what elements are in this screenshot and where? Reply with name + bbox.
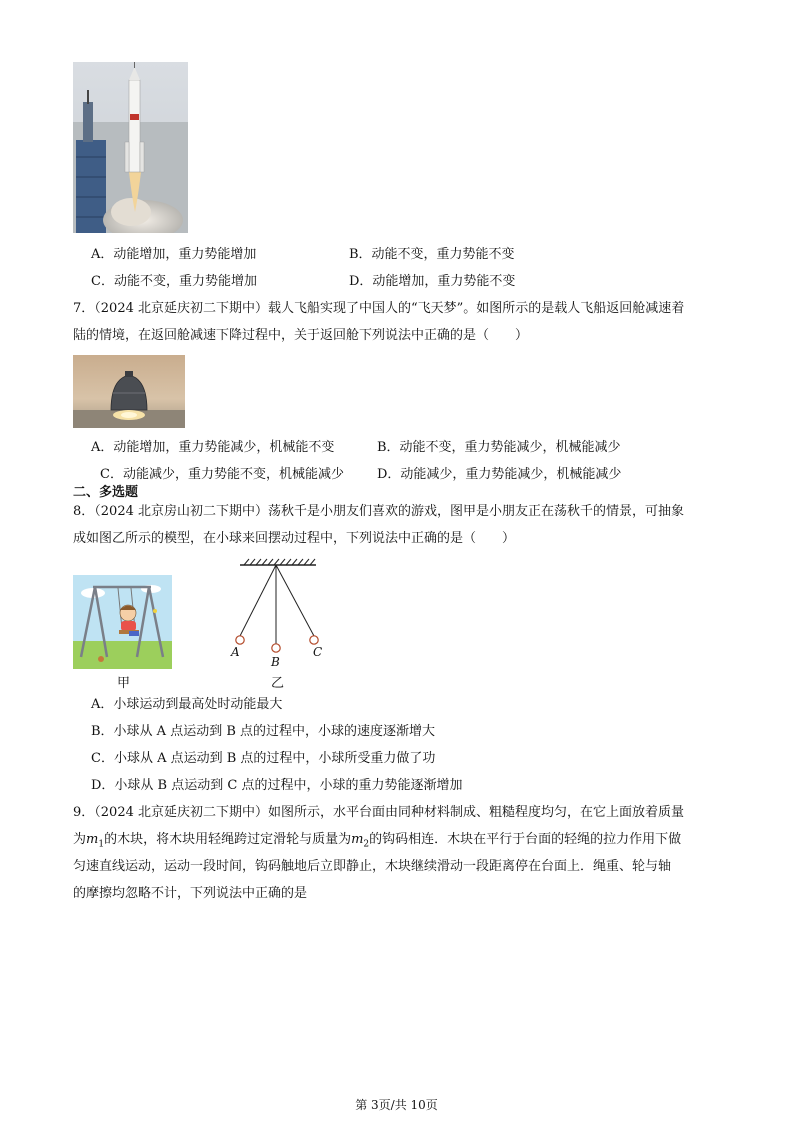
q6-option-c: C．动能不变，重力势能增加 [91,274,257,289]
pendulum-label-b: B [271,655,280,669]
q7-option-b: B．动能不变，重力势能减少，机械能减少 [377,440,621,455]
q7-option-c: C．动能减少，重力势能不变，机械能减少 [100,467,344,482]
q8-option-b: B．小球从 A 点运动到 B 点的过程中，小球的速度逐渐增大 [91,724,436,739]
q9-line2-part3: 的钩码相连．木块在平行于台面的轻绳的拉力作用下做 [369,832,682,847]
q6-option-d: D．动能增加，重力势能不变 [349,274,516,289]
fig-jia-caption: 甲 [117,676,131,691]
q8-option-c: C．小球从 A 点运动到 B 点的过程中，小球所受重力做了功 [91,751,436,766]
q8-stem-line1: 8．（2024 北京房山初二下期中）荡秋千是小朋友们喜欢的游戏，图甲是小朋友正在荡秋千的情景，可抽象 [73,504,684,519]
q9-stem-line4: 的摩擦均忽略不计，下列说法中正确的是 [73,886,308,901]
return-capsule-image [73,355,185,428]
rocket-launch-image [73,62,188,233]
q8-option-a: A．小球运动到最高处时动能最大 [91,697,283,712]
fig-yi-caption: 乙 [271,676,285,691]
q7-option-a: A．动能增加，重力势能减少，机械能不变 [91,440,335,455]
m1-subscript: 1 [98,839,105,850]
q7-stem-line1: 7．（2024 北京延庆初二下期中）载人飞船实现了中国人的“飞天梦”。如图所示的是载人飞船返回舱减速着 [73,301,685,316]
q9-stem-line3: 匀速直线运动，运动一段时间，钩码触地后立即静止，木块继续滑动一段距离停在台面上．绳重、轮与轴 [73,859,672,874]
q7-option-d: D．动能减少，重力势能减少，机械能减少 [377,467,622,482]
section-title: 二、多选题 [73,485,139,500]
q7-stem-line2: 陆的情境，在返回舱减速下降过程中，关于返回舱下列说法中正确的是（ ） [73,328,529,343]
m1-symbol: m [86,832,99,847]
q9-line2-part1: 为 [73,832,87,847]
q9-line2-part2: 的木块，将木块用轻绳跨过定滑轮与质量为 [104,832,352,847]
q9-stem-line1: 9．（2024 北京延庆初二下期中）如图所示，水平台面由同种材料制成、粗糙程度均匀，在它上面放着质量 [73,805,684,820]
m2-symbol: m [351,832,364,847]
q8-stem-line2: 成如图乙所示的模型，在小球来回摆动过程中，下列说法中正确的是（ ） [73,531,516,546]
m2-subscript: 2 [363,839,370,850]
q6-option-b: B．动能不变，重力势能不变 [349,247,515,262]
pendulum-label-c: C [313,645,323,659]
q9-stem-line2 [73,831,681,854]
q6-option-a: A．动能增加，重力势能增加 [91,247,257,262]
page-number: 第 3页/共 10页 [355,1098,438,1112]
q8-option-d: D．小球从 B 点运动到 C 点的过程中，小球的重力势能逐渐增加 [91,778,463,793]
pendulum-label-a: A [231,645,240,659]
swing-cartoon-image [73,575,172,669]
